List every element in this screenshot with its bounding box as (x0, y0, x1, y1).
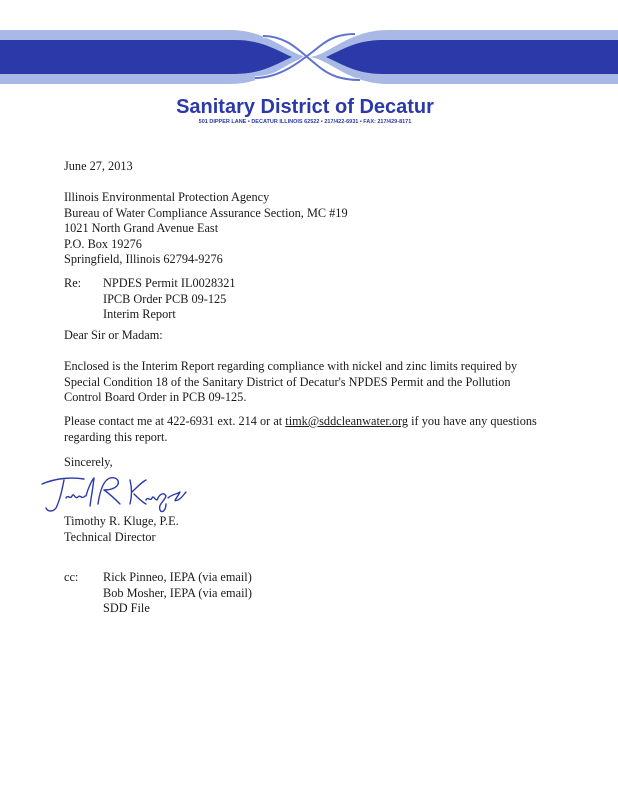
letterhead-wave-graphic (0, 22, 618, 92)
salutation: Dear Sir or Madam: (64, 328, 163, 342)
body-paragraph-1 (64, 359, 517, 406)
re-line: Interim Report (103, 307, 176, 321)
contact-text-end: if you have any questions (408, 414, 537, 428)
cc-label: cc: (64, 570, 79, 584)
recipient-address (64, 190, 348, 268)
letter-date: June 27, 2013 (64, 159, 133, 173)
re-line: IPCB Order PCB 09-125 (103, 291, 227, 306)
signer-name: Timothy R. Kluge, P.E. (64, 514, 179, 528)
email-link[interactable]: timk@sddcleanwater.org (285, 414, 409, 428)
handwritten-signature (38, 470, 188, 516)
paragraph-line: Enclosed is the Interim Report regarding compliance with nickel and zinc limits required by (64, 359, 518, 373)
cc-list (103, 570, 252, 617)
re-subject (103, 276, 236, 323)
organization-address: 501 DIPPER LANE • DECATUR ILLINOIS 62522 • 217/422-6931 • FAX: 217/429-8171 (198, 119, 412, 125)
recipient-line: 1021 North Grand Avenue East (64, 221, 219, 235)
signer-block (64, 514, 179, 545)
cc-item: SDD File (103, 601, 150, 615)
closing: Sincerely, (64, 455, 113, 469)
cc-item: Rick Pinneo, IEPA (via email) (103, 570, 252, 584)
signer-title: Technical Director (64, 529, 156, 544)
re-label: Re: (64, 276, 82, 290)
body-paragraph-2 (64, 414, 537, 445)
paragraph-line: regarding this report. (64, 429, 168, 444)
paragraph-line: Special Condition 18 of the Sanitary District of Decatur's NPDES Permit and the Pollution (64, 374, 511, 389)
recipient-line: Springfield, Illinois 62794-9276 (64, 252, 223, 266)
organization-name: Sanitary District of Decatur (176, 96, 434, 118)
recipient-line: Bureau of Water Compliance Assurance Section, MC #19 (64, 205, 348, 220)
re-line: NPDES Permit IL0028321 (103, 276, 236, 290)
recipient-line: Illinois Environmental Protection Agency (64, 190, 270, 204)
recipient-line: P.O. Box 19276 (64, 236, 142, 251)
cc-item: Bob Mosher, IEPA (via email) (103, 585, 252, 600)
paragraph-line: Control Board Order in PCB 09-125. (64, 390, 247, 404)
contact-text: Please contact me at 422-6931 ext. 214 or at (64, 414, 286, 428)
paragraph-line (64, 414, 537, 430)
